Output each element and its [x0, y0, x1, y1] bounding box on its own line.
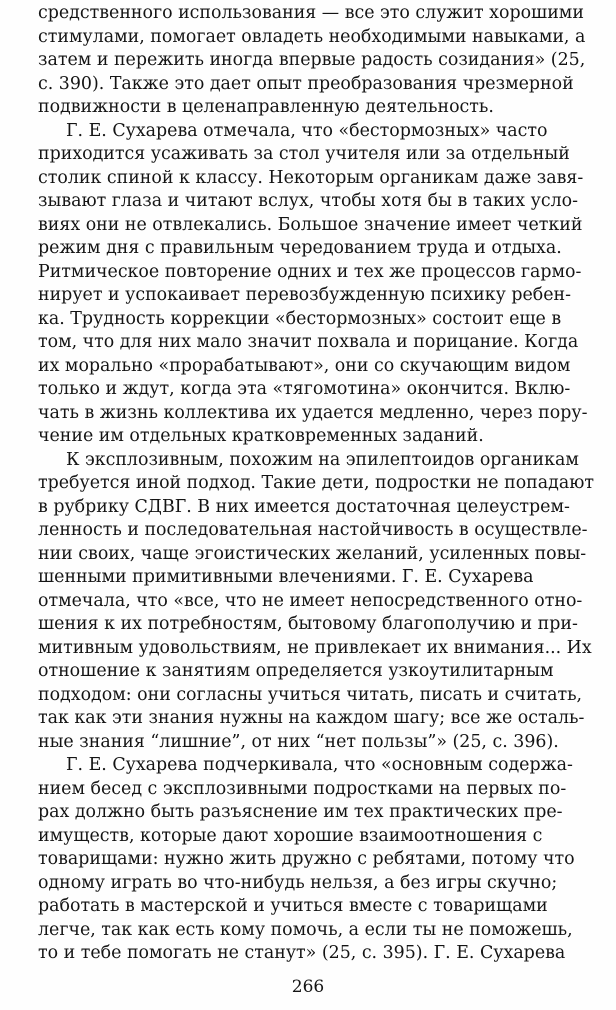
body-text	[38, 2, 598, 966]
text-line: нием бесед с эксплозивными подростками на первых по-	[38, 778, 567, 799]
text-line: одному играть во что-нибудь нельзя, а без игры скучно;	[38, 872, 558, 893]
text-line: чение им отдельных кратковременных заданий.	[38, 426, 484, 446]
text-line: виях они не отвлекались. Большое значение имеет четкий	[38, 214, 583, 235]
text-line: с. 390). Также это дает опыт преобразования чрезмерной	[38, 73, 574, 94]
text-line: приходится усаживать за стол учителя или за отдельный	[38, 144, 570, 164]
text-line: нирует и успокаивает перевозбужденную психику ребен-	[38, 285, 572, 305]
text-line: шения к их потребностям, бытовому благополучию и при-	[38, 614, 578, 634]
text-line: средственного использования — все это служит хорошими	[38, 3, 584, 23]
text-line: митивным удовольствиям, не привлекает их внимания... Их	[38, 637, 592, 658]
text-line: только и ждут, когда эта «тягомотина» окончится. Вклю-	[38, 379, 571, 399]
text-line: столик спиной к классу. Некоторым органикам даже завя-	[38, 167, 584, 188]
paragraph-first-line: Г. Е. Сухарева подчеркивала, что «основным содержа-	[66, 755, 573, 775]
text-line: в рубрику СДВГ. В них имеется достаточная целеустрем-	[38, 496, 570, 517]
text-line: подвижности в целенаправленную деятельность.	[38, 97, 494, 117]
text-line: чать в жизнь коллектива их удается медленно, через пору-	[38, 402, 588, 423]
text-line: режим дня с правильным чередованием труда и отдыха.	[38, 238, 562, 258]
text-line: имуществ, которые дают хорошие взаимоотношения с	[38, 825, 543, 846]
text-line: ные знания “лишние”, от них “нет пользы”» (25, с. 396).	[38, 731, 559, 752]
text-line: затем и пережить иногда впервые радость созидания» (25,	[38, 50, 586, 70]
text-line: ка. Трудность коррекции «бестормозных» состоит еще в	[38, 308, 562, 329]
text-line: Ритмическое повторение одних и тех же процессов гармо-	[38, 261, 582, 282]
text-line: легче, так как есть кому помочь, а если ты не поможешь,	[38, 919, 573, 940]
text-line: требуется иной подход. Такие дети, подростки не попадают	[38, 473, 594, 493]
text-line: работать в мастерской и учиться вместе с товарищами	[38, 896, 548, 916]
text-line: так как эти знания нужны на каждом шагу; все же осталь-	[38, 708, 585, 728]
paragraph-first-line: Г. Е. Сухарева отмечала, что «бестормозных» часто	[66, 120, 548, 141]
page-number: 266	[291, 977, 325, 997]
text-line: стимулами, помогает овладеть необходимыми навыками, а	[38, 26, 586, 47]
text-line: отмечала, что «все, что не имеет непосредственного отно-	[38, 590, 583, 611]
text-line: том, что для них мало значит похвала и порицание. Когда	[38, 332, 579, 352]
text-line: зывают глаза и читают вслух, чтобы хотя бы в таких усло-	[38, 191, 578, 211]
text-line: товарищами: нужно жить дружно с ребятами, потому что	[38, 849, 575, 869]
text-line: шенными примитивными влечениями. Г. Е. Сухарева	[38, 567, 534, 587]
text-line: нии своих, чаще эгоистических желаний, усиленных повы-	[38, 543, 587, 564]
text-line: рах должно быть разъяснение им тех практических пре-	[38, 802, 563, 822]
text-line: отношение к занятиям определяется узкоутилитарным	[38, 661, 554, 681]
text-line: их морально «прорабатывают», они со скучающим видом	[38, 355, 571, 376]
text-line: подходом: они согласны учиться читать, писать и считать,	[38, 684, 583, 705]
paragraph-first-line: К эксплозивным, похожим на эпилептоидов органикам	[66, 449, 579, 470]
text-line: ленность и последовательная настойчивость в осуществле-	[38, 520, 588, 540]
text-line: то и тебе помогать не станут» (25, с. 395). Г. Е. Сухарева	[38, 943, 566, 963]
